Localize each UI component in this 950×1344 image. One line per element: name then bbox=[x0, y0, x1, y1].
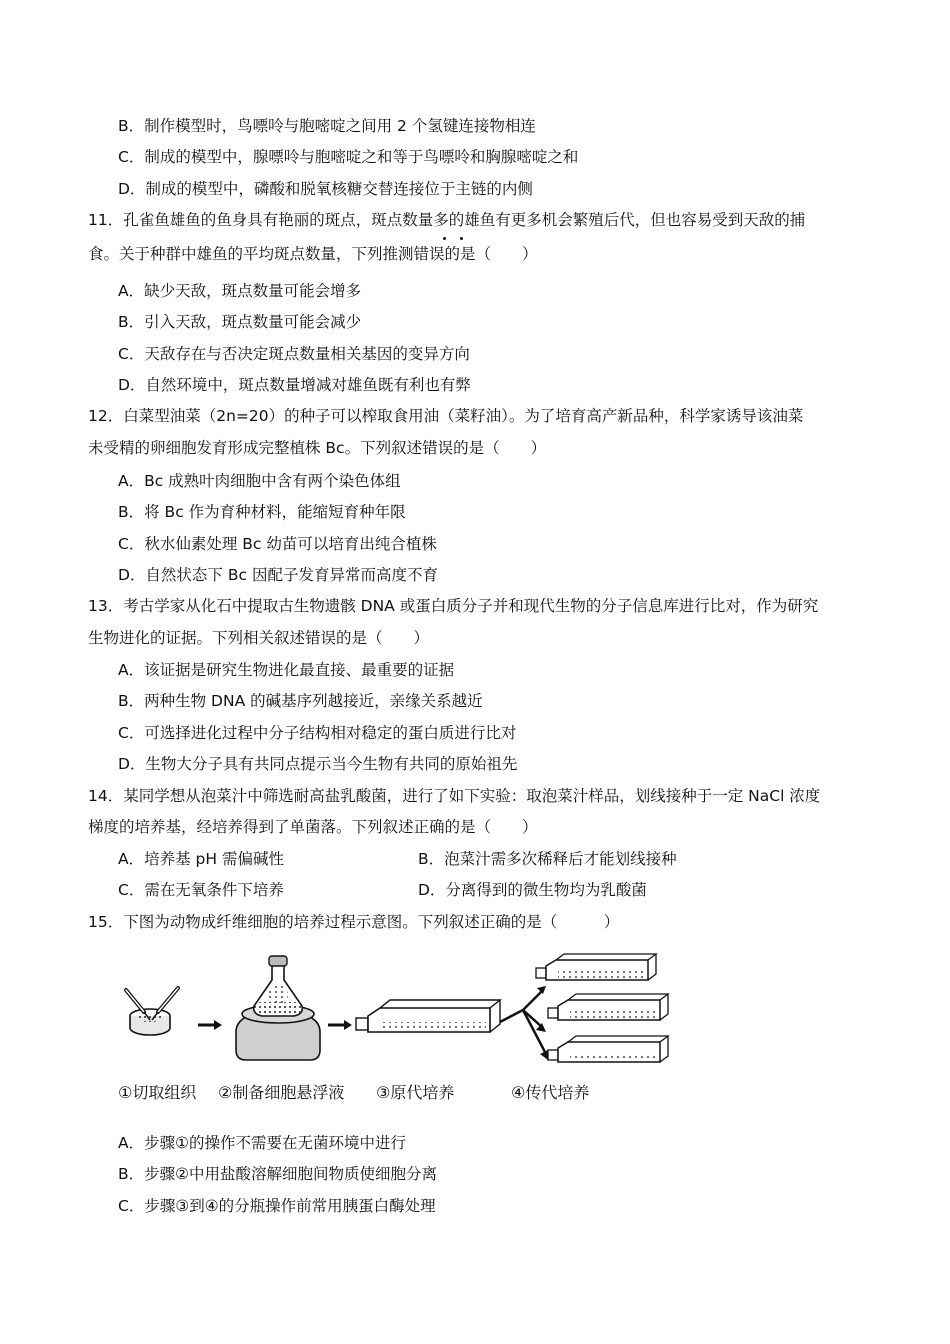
flask-on-shaker-icon bbox=[236, 956, 320, 1060]
cell-culture-diagram bbox=[118, 950, 678, 1110]
question-11-stem: 11．孔雀鱼雄鱼的鱼身具有艳丽的斑点，斑点数量多的雄鱼有更多机会繁殖后代，但也容易受到天敌的捕 bbox=[88, 211, 806, 229]
option-line: A．该证据是研究生物进化最直接、最重要的证据 bbox=[118, 661, 455, 679]
option-line: B．制作模型时，鸟嘌呤与胞嘧啶之间用 2 个氢键连接物相连 bbox=[118, 117, 536, 135]
question-13-stem: 生物进化的证据。下列相关叙述错误的是（ ） bbox=[88, 629, 430, 647]
option-line: C．秋水仙素处理 Bc 幼苗可以培育出纯合植株 bbox=[118, 535, 437, 553]
arrow-icon bbox=[214, 1020, 222, 1030]
option-line: B．将 Bc 作为育种材料，能缩短育种年限 bbox=[118, 503, 406, 521]
option-line: D．制成的模型中，磷酸和脱氧核糖交替连接位于主链的内侧 bbox=[118, 180, 533, 198]
option-line: A．缺少天敌，斑点数量可能会增多 bbox=[118, 282, 362, 300]
option-line: D．分离得到的微生物均为乳酸菌 bbox=[418, 881, 647, 899]
figure-caption: ②制备细胞悬浮液 bbox=[218, 1083, 345, 1102]
culture-flask-icon bbox=[548, 1036, 668, 1062]
branch-arrows-icon bbox=[500, 986, 548, 1060]
option-line: D．生物大分子具有共同点提示当今生物有共同的原始祖先 bbox=[118, 755, 518, 773]
culture-flask-icon bbox=[356, 1000, 500, 1032]
option-line: B．泡菜汁需多次稀释后才能划线接种 bbox=[418, 850, 677, 868]
question-12-stem: 12．白菜型油菜（2n=20）的种子可以榨取食用油（菜籽油）。为了培育高产新品种，科学家诱导该油菜 bbox=[88, 407, 804, 425]
option-line: C．天敌存在与否决定斑点数量相关基因的变异方向 bbox=[118, 345, 470, 363]
option-line: B．引入天敌，斑点数量可能会减少 bbox=[118, 313, 362, 331]
option-line: C．可选择进化过程中分子结构相对稳定的蛋白质进行比对 bbox=[118, 724, 517, 742]
option-line: A．Bc 成熟叶肉细胞中含有两个染色体组 bbox=[118, 472, 401, 490]
question-11-stem: 食。关于种群中雄鱼的平均斑点数量，下列推测错误的是（ ） bbox=[88, 245, 538, 263]
option-line: D．自然状态下 Bc 因配子发育异常而高度不育 bbox=[118, 566, 438, 584]
question-14-stem: 梯度的培养基，经培养得到了单菌落。下列叙述正确的是（ ） bbox=[88, 818, 538, 836]
question-13-stem: 13．考古学家从化石中提取古生物遗骸 DNA 或蛋白质分子并和现代生物的分子信息库进行比对，作为研究 bbox=[88, 597, 819, 615]
option-line: A．步骤①的操作不需要在无菌环境中进行 bbox=[118, 1134, 407, 1152]
question-12-stem: 未受精的卵细胞发育形成完整植株 Bc。下列叙述错误的是（ ） bbox=[88, 439, 547, 457]
option-line: A．培养基 pH 需偏碱性 bbox=[118, 850, 284, 868]
culture-flask-icon bbox=[548, 994, 668, 1020]
option-line: C．步骤③到④的分瓶操作前常用胰蛋白酶处理 bbox=[118, 1197, 436, 1215]
figure-caption: ④传代培养 bbox=[511, 1083, 590, 1102]
option-line: C．制成的模型中，腺嘌呤与胞嘧啶之和等于鸟嘌呤和胸腺嘧啶之和 bbox=[118, 148, 579, 166]
culture-flask-icon bbox=[536, 954, 656, 980]
arrow-icon bbox=[344, 1020, 352, 1030]
dish-with-scissors-icon bbox=[126, 988, 178, 1035]
figure-caption: ③原代培养 bbox=[376, 1083, 455, 1102]
option-line: B．步骤②中用盐酸溶解细胞间物质使细胞分离 bbox=[118, 1165, 438, 1183]
option-line: D．自然环境中，斑点数量增减对雄鱼既有利也有弊 bbox=[118, 376, 471, 394]
option-line: C．需在无氧条件下培养 bbox=[118, 881, 284, 899]
question-15-stem: 15．下图为动物成纤维细胞的培养过程示意图。下列叙述正确的是（ ） bbox=[88, 913, 620, 931]
question-14-stem: 14．某同学想从泡菜汁中筛选耐高盐乳酸菌，进行了如下实验：取泡菜汁样品，划线接种于一定 NaCl 浓度 bbox=[88, 787, 821, 805]
option-line: B．两种生物 DNA 的碱基序列越接近，亲缘关系越近 bbox=[118, 692, 483, 710]
figure-caption: ①切取组织 bbox=[118, 1083, 197, 1102]
